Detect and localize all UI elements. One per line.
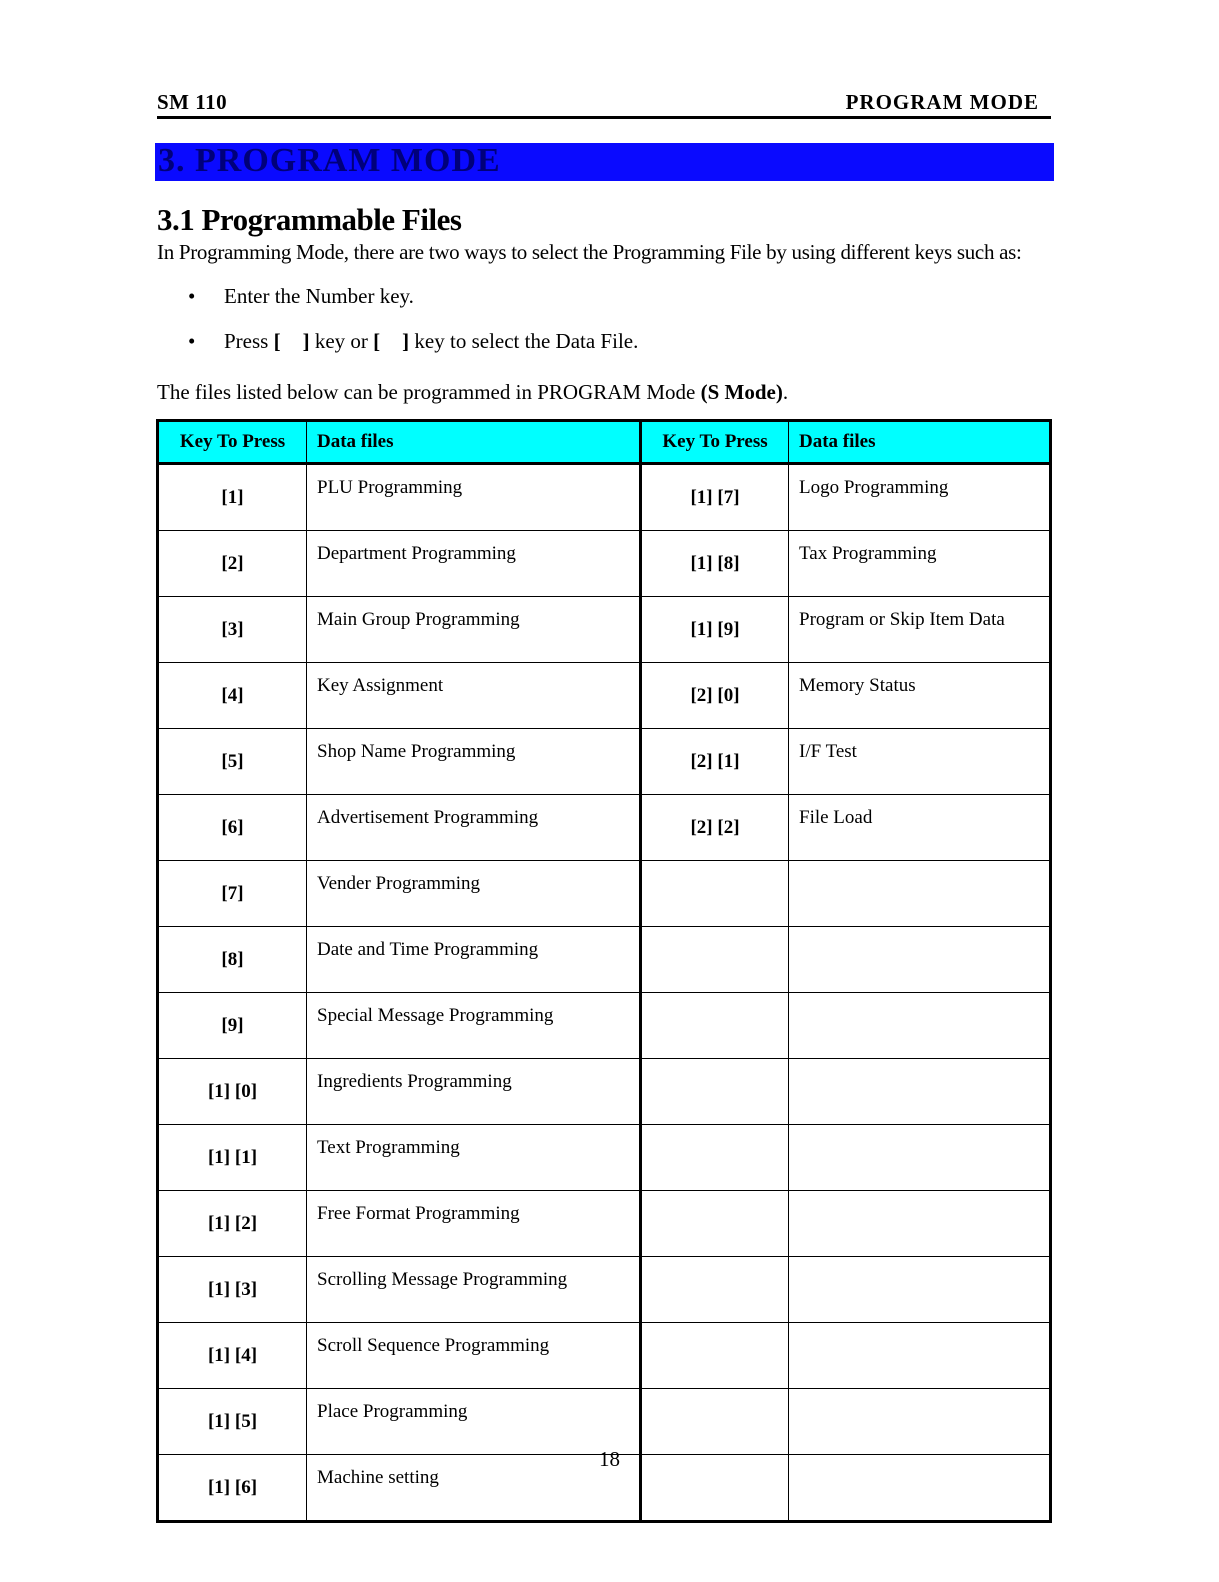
key-bracket-open: [ [273, 329, 281, 353]
key-cell: [1] [9] [641, 597, 789, 663]
key-cell [641, 1059, 789, 1125]
key-cell: [6] [158, 795, 307, 861]
table-row [158, 1389, 1051, 1455]
key-cell: [2] [0] [641, 663, 789, 729]
data-file-cell [789, 1059, 1051, 1125]
table-row [158, 531, 1051, 597]
table-header-row [158, 421, 1051, 464]
data-file-cell: Advertisement Programming [307, 795, 641, 861]
key-cell: [1] [2] [158, 1191, 307, 1257]
data-file-cell: I/F Test [789, 729, 1051, 795]
data-file-cell: Key Assignment [307, 663, 641, 729]
data-file-cell [789, 1389, 1051, 1455]
key-cell [641, 1191, 789, 1257]
data-file-cell [789, 1191, 1051, 1257]
files-intro [157, 380, 788, 405]
data-file-cell: Program or Skip Item Data [789, 597, 1051, 663]
data-file-cell: Place Programming [307, 1389, 641, 1455]
bullet-dot-icon: • [188, 329, 196, 353]
key-bracket-close: ] [302, 329, 310, 353]
data-file-cell: Shop Name Programming [307, 729, 641, 795]
key-cell [641, 927, 789, 993]
header-section: PROGRAM MODE [845, 90, 1039, 114]
bullet-prefix: Press [224, 329, 274, 353]
key-cell: [1] [6] [158, 1455, 307, 1522]
data-file-cell: Memory Status [789, 663, 1051, 729]
key-cell: [1] [4] [158, 1323, 307, 1389]
data-file-cell: Main Group Programming [307, 597, 641, 663]
key-cell: [1] [8] [641, 531, 789, 597]
page-number: 18 [599, 1447, 620, 1471]
key-cell [641, 1125, 789, 1191]
key-cell [641, 1389, 789, 1455]
data-file-cell: PLU Programming [307, 464, 641, 531]
key-cell: [7] [158, 861, 307, 927]
bullet-text [224, 329, 638, 354]
data-file-cell: Scroll Sequence Programming [307, 1323, 641, 1389]
key-cell: [1] [7] [641, 464, 789, 531]
key-cell [641, 993, 789, 1059]
files-intro-text: The files listed below can be programmed in PROGRAM Mode [157, 380, 701, 404]
data-file-cell: Date and Time Programming [307, 927, 641, 993]
key-cell: [3] [158, 597, 307, 663]
chapter-bar [155, 143, 1054, 181]
table-row [158, 729, 1051, 795]
table-row [158, 1125, 1051, 1191]
data-file-cell: Machine setting [307, 1455, 641, 1522]
key-cell: [1] [1] [158, 1125, 307, 1191]
table-row [158, 1323, 1051, 1389]
data-file-cell: Logo Programming [789, 464, 1051, 531]
data-file-cell: Tax Programming [789, 531, 1051, 597]
key-cell: [1] [5] [158, 1389, 307, 1455]
key-cell: [2] [1] [641, 729, 789, 795]
data-file-cell: Department Programming [307, 531, 641, 597]
data-file-cell: Scrolling Message Programming [307, 1257, 641, 1323]
key-cell [641, 1323, 789, 1389]
data-file-cell: Special Message Programming [307, 993, 641, 1059]
data-file-cell [789, 1257, 1051, 1323]
section-title: 3.1 Programmable Files [157, 202, 462, 237]
column-header-data-files: Data files [307, 421, 641, 464]
data-file-cell: Text Programming [307, 1125, 641, 1191]
key-cell [641, 1257, 789, 1323]
data-file-cell: Ingredients Programming [307, 1059, 641, 1125]
chapter-title: 3. PROGRAM MODE [158, 142, 501, 179]
files-intro-mode: (S Mode) [700, 380, 783, 404]
key-cell: [4] [158, 663, 307, 729]
key-cell: [8] [158, 927, 307, 993]
table-row [158, 1059, 1051, 1125]
data-file-cell [789, 861, 1051, 927]
table-row [158, 597, 1051, 663]
data-file-cell [789, 927, 1051, 993]
table-row [158, 861, 1051, 927]
section-intro: In Programming Mode, there are two ways to select the Programming File by using different keys such as: [157, 240, 1022, 264]
key-cell: [1] [0] [158, 1059, 307, 1125]
key-cell: [2] [2] [641, 795, 789, 861]
column-header-key: Key To Press [641, 421, 789, 464]
program-files-table [156, 419, 1052, 1523]
key-cell [641, 861, 789, 927]
files-intro-end: . [782, 380, 789, 404]
column-header-key: Key To Press [158, 421, 307, 464]
table-row [158, 927, 1051, 993]
header-model: SM 110 [157, 90, 228, 114]
key-bracket-close: ] [402, 329, 410, 353]
table-row [158, 1257, 1051, 1323]
table-row [158, 464, 1051, 531]
key-cell: [5] [158, 729, 307, 795]
key-cell: [1] [3] [158, 1257, 307, 1323]
table-body [158, 464, 1051, 1522]
bullet-suffix: key to select the Data File. [409, 329, 639, 353]
data-file-cell [789, 1125, 1051, 1191]
key-bracket-open: [ [373, 329, 381, 353]
key-cell: [1] [158, 464, 307, 531]
data-file-cell: Free Format Programming [307, 1191, 641, 1257]
bullet-dot-icon: • [188, 284, 196, 308]
bullet-middle: key or [309, 329, 374, 353]
data-file-cell: Vender Programming [307, 861, 641, 927]
page-header [157, 90, 1051, 119]
table-row [158, 663, 1051, 729]
key-cell: [9] [158, 993, 307, 1059]
table-row [158, 993, 1051, 1059]
data-file-cell: File Load [789, 795, 1051, 861]
bullet-text: Enter the Number key. [224, 284, 414, 308]
table-row [158, 795, 1051, 861]
table-row [158, 1191, 1051, 1257]
data-file-cell [789, 993, 1051, 1059]
data-file-cell [789, 1323, 1051, 1389]
key-cell: [2] [158, 531, 307, 597]
column-header-data-files: Data files [789, 421, 1051, 464]
